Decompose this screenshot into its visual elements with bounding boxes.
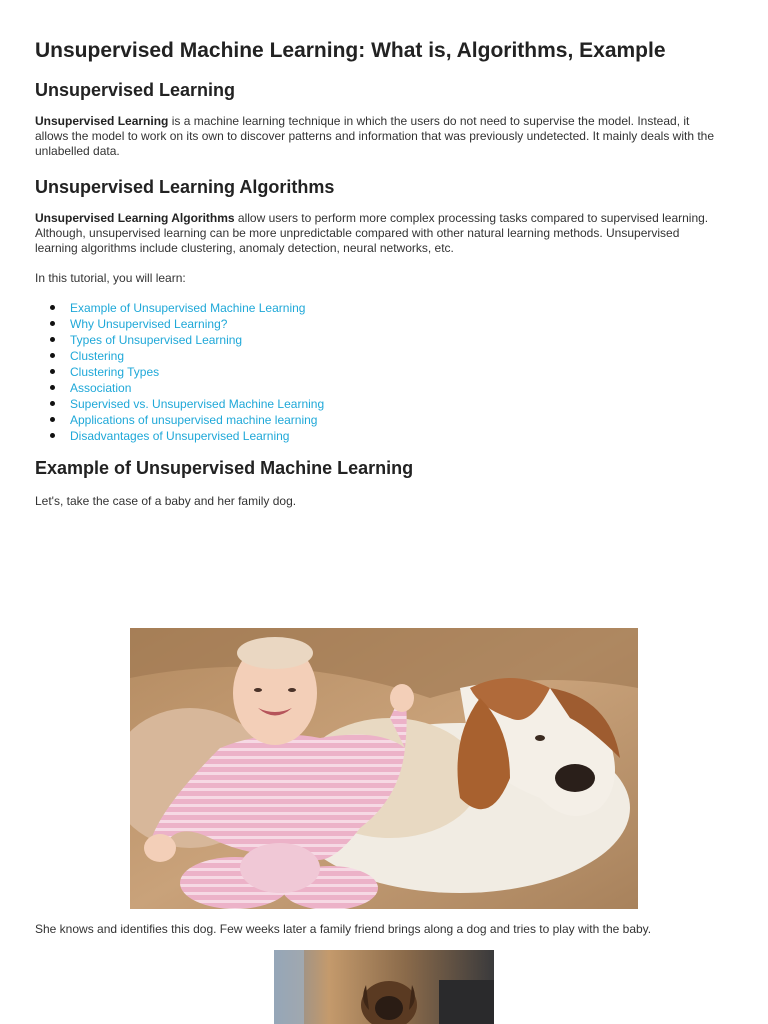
paragraph-text: allow users to perform more complex processing tasks compared to supervised learning. Although, unsupervised learning can be more unpredictable compared with other natural learning methods. Unsupervised learning algorithms include clustering, anomaly detection, neural networks, etc. xyxy=(35,211,709,255)
toc-item xyxy=(50,380,725,396)
paragraph-algorithms xyxy=(35,211,725,256)
paragraph-example: Let's, take the case of a baby and her family dog. xyxy=(35,494,297,508)
bold-term: Unsupervised Learning xyxy=(35,114,169,128)
paragraph-text: is a machine learning technique in which the users do not need to supervise the model. Instead, it allows the model to work on its own to discover patterns and information that was previously undetected. It mainly deals with the unlabelled data. xyxy=(35,114,715,158)
toc-item xyxy=(50,364,725,380)
paragraph-unsupervised-learning xyxy=(35,114,725,159)
toc-item xyxy=(50,396,725,412)
tutorial-intro: In this tutorial, you will learn: xyxy=(35,271,186,285)
toc-link-example[interactable]: Example of Unsupervised Machine Learning xyxy=(70,301,306,315)
toc-link-association[interactable]: Association xyxy=(70,381,132,395)
toc-link-clustering-types[interactable]: Clustering Types xyxy=(70,365,160,379)
toc-link-why[interactable]: Why Unsupervised Learning? xyxy=(70,317,228,331)
bold-term: Unsupervised Learning Algorithms xyxy=(35,211,235,225)
toc-link-supervised-vs[interactable]: Supervised vs. Unsupervised Machine Learning xyxy=(70,397,325,411)
toc-item xyxy=(50,412,725,428)
toc-link-clustering[interactable]: Clustering xyxy=(70,349,125,363)
toc-item xyxy=(50,428,725,444)
baby-and-dog-photo xyxy=(130,628,638,909)
toc-item xyxy=(50,332,725,348)
toc-item xyxy=(50,316,725,332)
toc-link-disadvantages[interactable]: Disadvantages of Unsupervised Learning xyxy=(70,429,290,443)
photo-caption: She knows and identifies this dog. Few weeks later a family friend brings along a dog and tries to play with the baby. xyxy=(35,922,652,936)
heading-unsupervised-learning: Unsupervised Learning xyxy=(35,80,236,100)
toc-link-applications[interactable]: Applications of unsupervised machine learning xyxy=(70,413,318,427)
heading-example: Example of Unsupervised Machine Learning xyxy=(35,458,414,478)
puppy-photo xyxy=(274,950,494,1024)
page-title: Unsupervised Machine Learning: What is, Algorithms, Example xyxy=(35,39,666,62)
heading-algorithms: Unsupervised Learning Algorithms xyxy=(35,177,335,197)
toc-link-types[interactable]: Types of Unsupervised Learning xyxy=(70,333,243,347)
table-of-contents xyxy=(35,300,725,444)
toc-item xyxy=(50,348,725,364)
article xyxy=(35,0,725,509)
toc-item xyxy=(50,300,725,316)
